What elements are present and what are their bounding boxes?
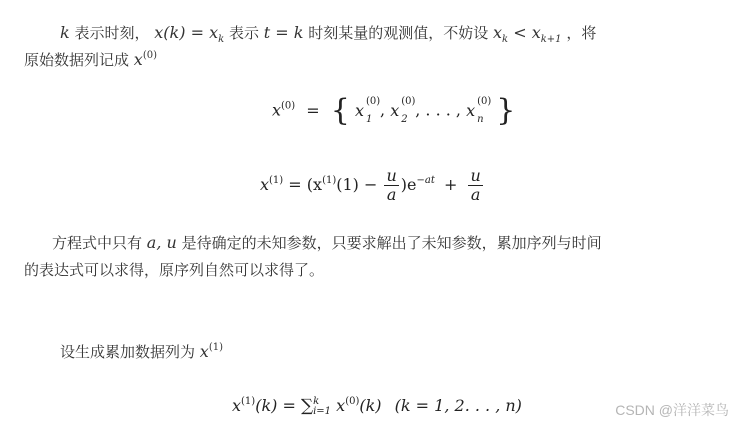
text-observed: 时刻某量的观测值，不妨设 [308,24,489,42]
math-k: k [60,23,70,42]
math-xk: $x(k) = x_k$ [154,23,225,45]
math-inequality: $x_k < x_{k+1}$ [493,23,562,45]
equation-accumulated: $x^{(1)}(k)$ = ∑ k i=1 $x^{(0)}(k) (k = 1$, 2. . . , n) [232,395,522,417]
right-brace: } [496,93,516,128]
term-x2: x (0) 2 [390,96,416,125]
term-x1: x (0) 1 [354,96,381,125]
text-raw-series: 原始数据列记成 [24,51,130,69]
text-will: ，将 [566,24,597,42]
math-x0: $x^{(0)}$ [133,50,157,69]
summation-sign: ∑ [300,396,314,416]
math-t-eq-k: t = k [263,23,304,42]
math-a-u: a, u [146,233,177,252]
equation-raw-series: $x^{(0)}$ = { x (0) 1 , x (0) 2 , . . . , x (0) n } [272,93,516,128]
csdn-watermark: CSDN @洋洋菜鸟 [615,402,729,418]
equation-response: $x^{(1)} = (x^{(1)}(1)$ − $\frac{u}{a}$ )$e^{-at}$ + $\frac{u}{a}$ [260,166,481,204]
fraction-u-over-a-1: $\frac{u}{a}$ [386,166,397,204]
paragraph-2-line-2: 的表达式可以求得，原序列自然可以求得了。 [24,261,325,279]
text-time: 表示时刻， [74,24,150,42]
paragraph-1-line-1 [60,20,596,46]
paragraph-3: 设生成累加数据列为 $x^{(1)}$ [60,342,223,361]
paragraph-1-line-2 [24,47,157,73]
fraction-u-over-a-2: $\frac{u}{a}$ [470,166,481,204]
paragraph-2-line-1: 方程式中只有 a, u 是待确定的未知参数，只要求解出了未知参数，累加序列与时间 [52,233,602,252]
left-brace: { [330,93,350,128]
text-denote: 表示 [228,24,259,42]
math-x1-series: $x^{(1)}$ [199,342,223,361]
term-xn: x (0) n [466,96,492,125]
